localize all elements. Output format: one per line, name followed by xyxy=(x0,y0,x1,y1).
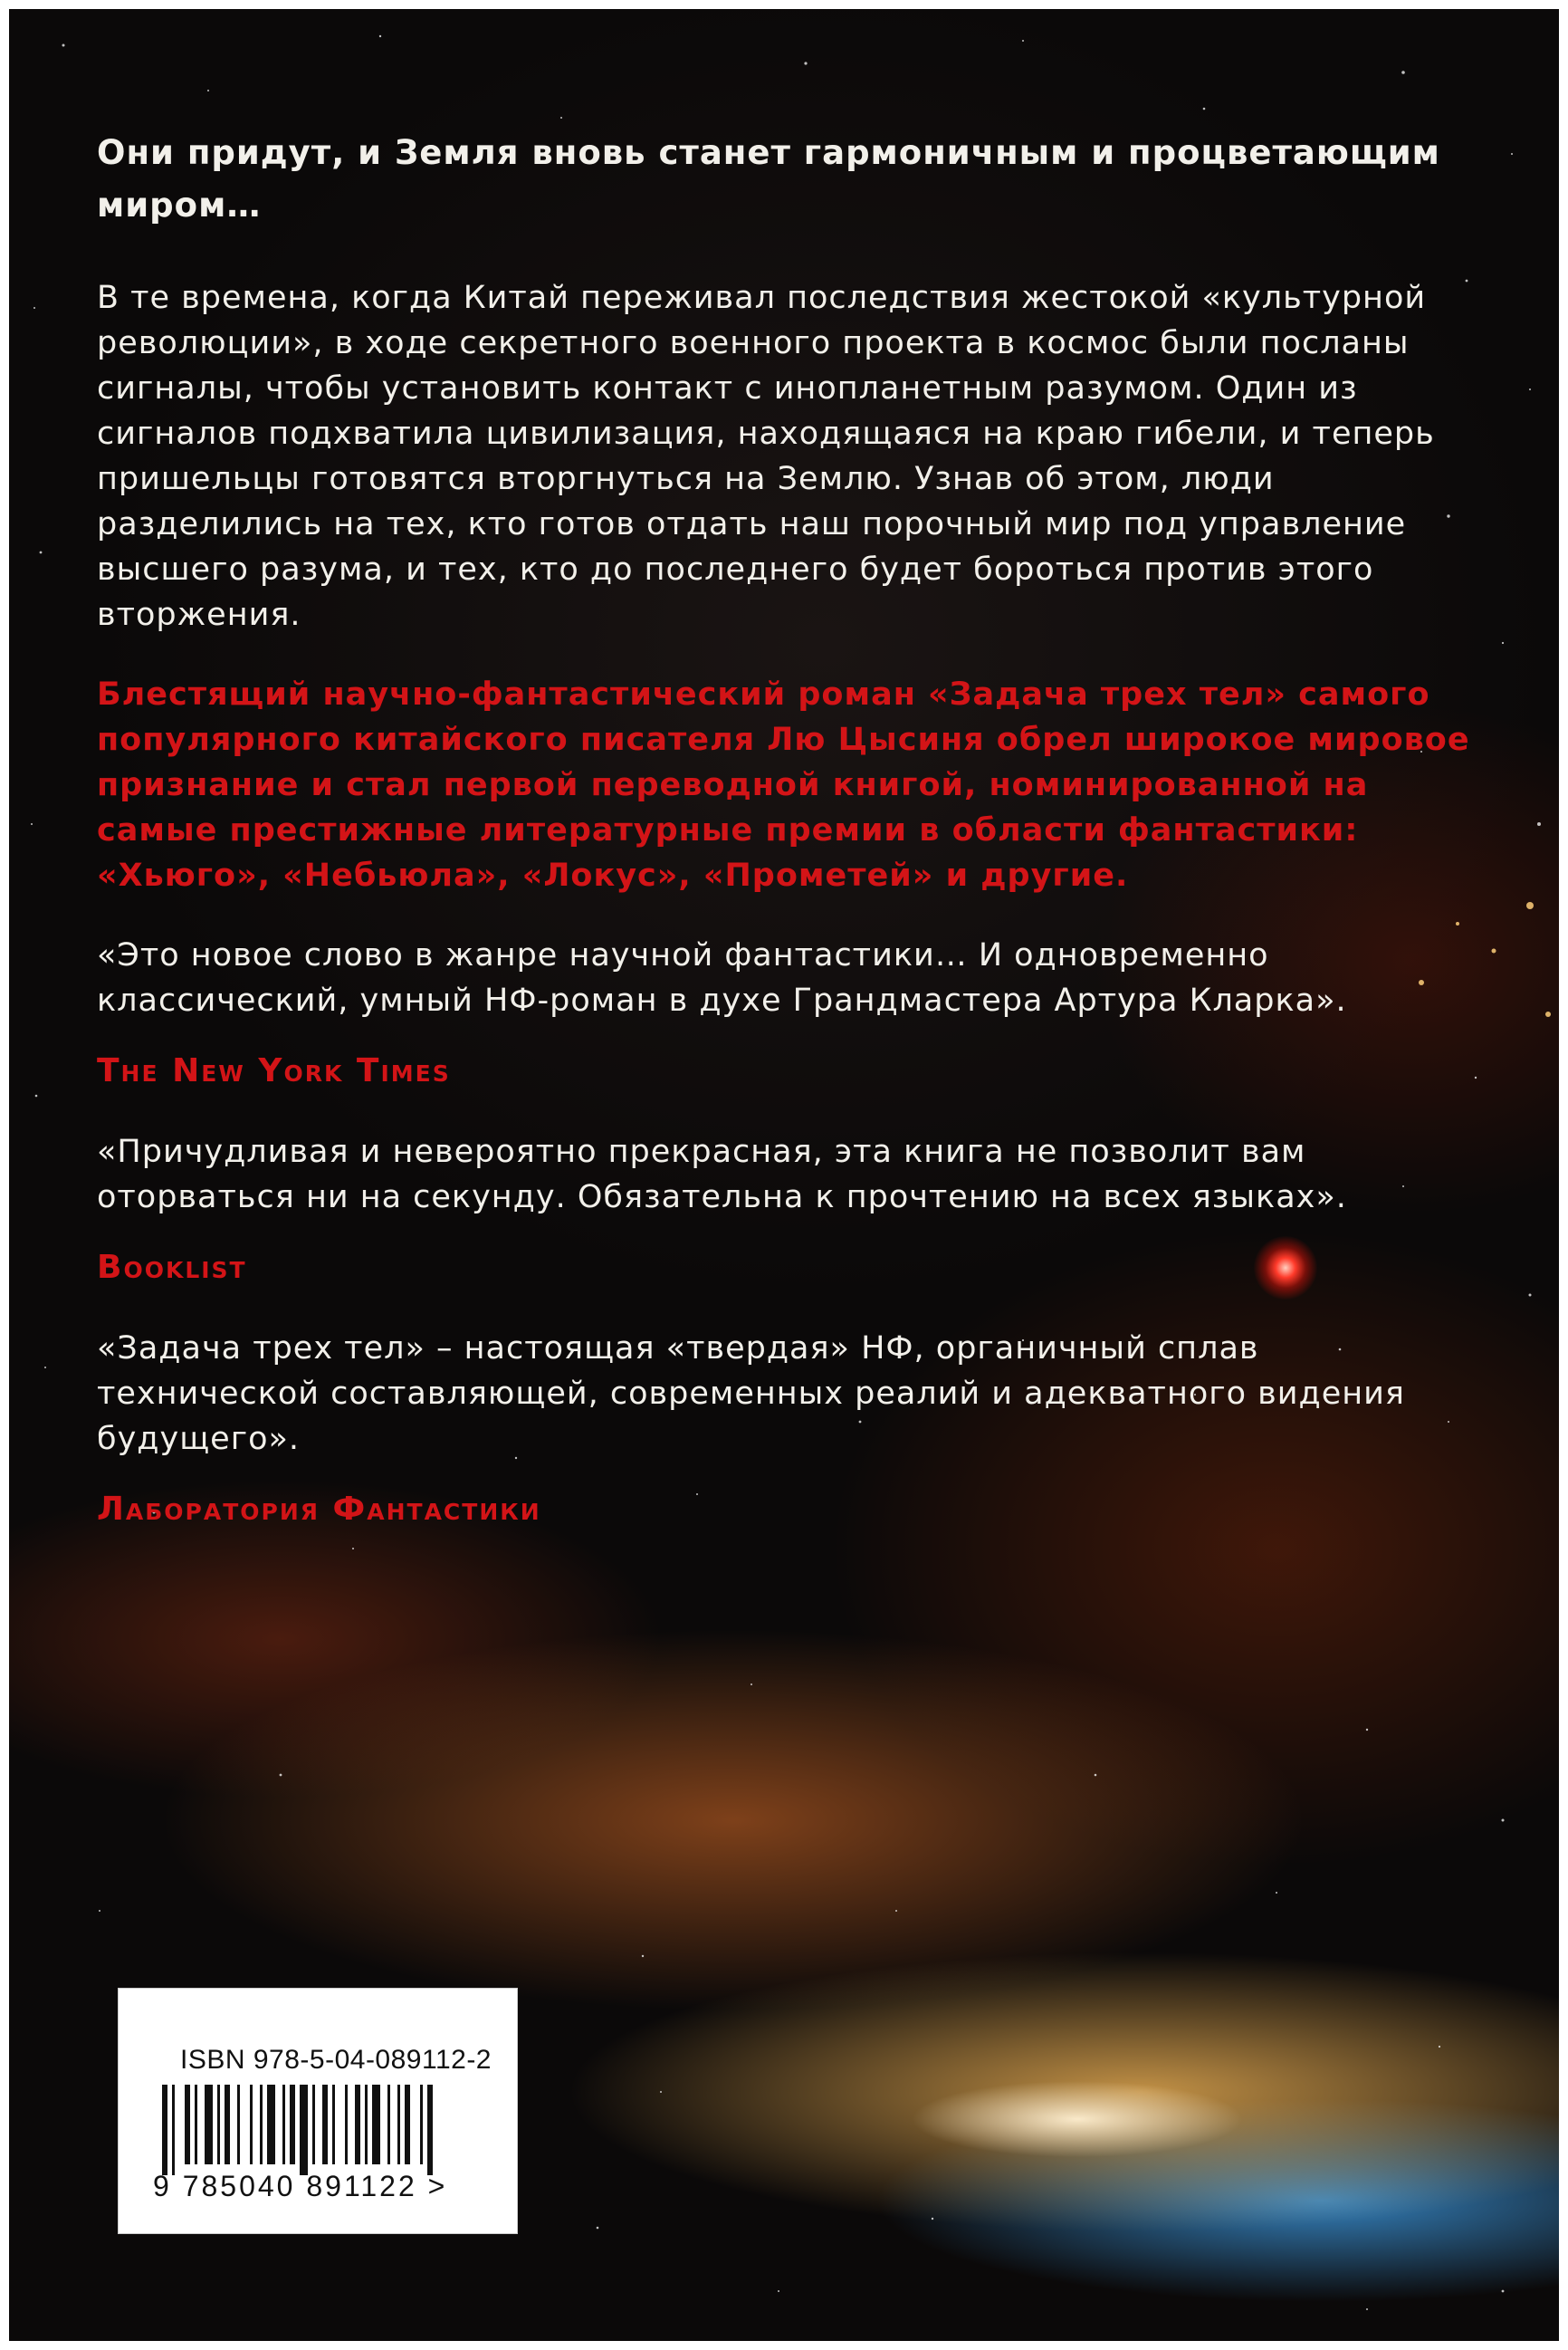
barcode-bar xyxy=(172,2085,175,2175)
barcode-bars xyxy=(162,2085,470,2175)
barcode-bar xyxy=(205,2085,213,2164)
review-quote: «Это новое слово в жанре научной фантастики… И одновременно классический, умный НФ-роман в духе Грандмастера Артура Кларка». xyxy=(97,937,1347,1019)
isbn-label: ISBN 978-5-04-089112-2 xyxy=(180,2045,492,2075)
barcode-bar xyxy=(267,2085,275,2164)
barcode-bar xyxy=(405,2085,410,2164)
barcode-bar xyxy=(195,2085,197,2164)
review-source: Booklist xyxy=(97,1249,247,1286)
barcode-bar xyxy=(355,2085,360,2164)
barcode-bar xyxy=(397,2085,400,2164)
barcode-bar xyxy=(372,2085,380,2164)
barcode-bar xyxy=(300,2085,308,2175)
back-cover xyxy=(9,9,1559,2341)
review-source: Лаборатория Фантастики xyxy=(97,1491,541,1528)
barcode-bar xyxy=(322,2085,328,2164)
review-quote: «Задача трех тел» – настоящая «твердая» НФ, органичный сплав технической составляющей, современных реалий и адекватного видения будущего». xyxy=(97,1330,1405,1457)
barcode-bar xyxy=(162,2085,167,2175)
barcode-bar xyxy=(312,2085,315,2164)
barcode-bar xyxy=(420,2085,423,2164)
blurb-text xyxy=(97,127,1473,1568)
barcode-bar xyxy=(217,2085,220,2164)
barcode-bar xyxy=(250,2085,253,2164)
barcode-bar xyxy=(237,2085,240,2164)
synopsis-paragraph: В те времена, когда Китай переживал последствия жестокой «культурной революции», в ходе секретного военного проекта в космос были посланы сигналы, чтобы установить контакт с инопланетным разумом. Один из сигналов подхватила цивилизация, находящаяся на краю гибели, и теперь пришельцы готовятся вторгнуться на Землю. Узнав об этом, люди разделились на тех, кто готов отдать наш порочный мир под управление высшего разума, и тех, кто до последнего будет бороться против этого вторжения. xyxy=(97,280,1435,633)
barcode-bar xyxy=(260,2085,263,2164)
intro-line: Они придут, и Земля вновь станет гармоничным и процветающим миром… xyxy=(97,133,1440,225)
barcode-bar xyxy=(365,2085,368,2164)
barcode-bar xyxy=(290,2085,295,2164)
barcode-bar xyxy=(282,2085,285,2164)
review-quote: «Причудливая и невероятно прекрасная, эта книга не позволит вам оторваться ни на секунду. Обязательна к прочтению на всех языках». xyxy=(97,1134,1347,1215)
barcode-bar xyxy=(427,2085,433,2175)
barcode-bar xyxy=(332,2085,335,2164)
isbn-barcode xyxy=(118,1988,518,2234)
highlight-paragraph: Блестящий научно-фантастический роман «Задача трех тел» самого популярного китайского писателя Лю Цысиня обрел широкое мировое признание и стал первой переводной книгой, номинированной на самые престижные литературные премии в области фантастики: «Хьюго», «Небьюла», «Локус», «Прометей» и другие. xyxy=(97,676,1470,894)
barcode-digits: 9 785040 891122 > xyxy=(153,2170,448,2202)
barcode-bar xyxy=(225,2085,230,2164)
barcode-bar xyxy=(185,2085,190,2164)
barcode-bar xyxy=(345,2085,348,2164)
barcode-bar xyxy=(387,2085,390,2164)
review-source: The New York Times xyxy=(97,1052,451,1089)
